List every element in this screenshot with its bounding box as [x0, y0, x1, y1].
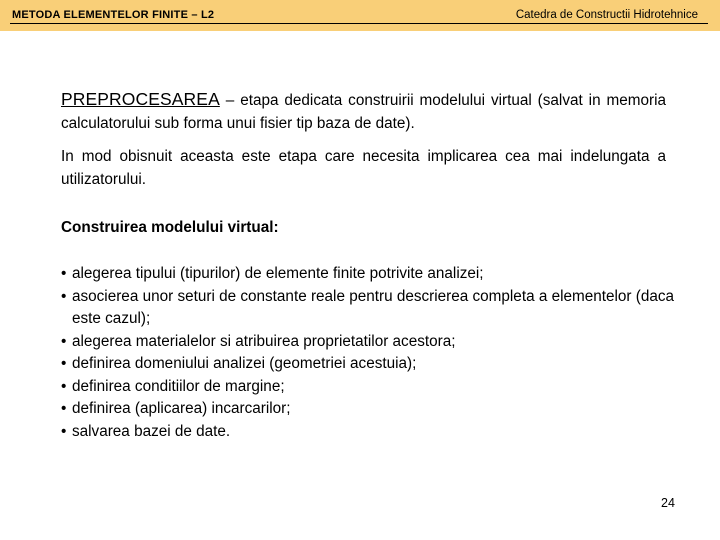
list-item: • definirea (aplicarea) incarcarilor;: [61, 398, 681, 421]
department-name: Catedra de Constructii Hidrotehnice: [515, 9, 698, 21]
note-paragraph: In mod obisnuit aceasta este etapa care necesita implicarea cea mai indelungata a utilizatorului.: [61, 148, 666, 188]
list-item: • definirea domeniului analizei (geometriei acestuia);: [61, 353, 681, 376]
list-item: • alegerea materialelor si atribuirea proprietatilor acestora;: [61, 331, 681, 354]
intro-paragraph: [61, 88, 666, 135]
steps-list: [61, 263, 681, 443]
header-band: [0, 0, 720, 31]
list-item: • alegerea tipului (tipurilor) de elemente finite potrivite analizei;: [61, 263, 681, 286]
intro-text: – etapa dedicata construirii modelului virtual (salvat in memoria calculatorului sub forma unui fisier tip baza de date).: [61, 92, 666, 132]
list-item: • asocierea unor seturi de constante reale pentru descrierea completa a elementelor (daca este cazul);: [61, 286, 681, 331]
intro-term: PREPROCESAREA: [61, 89, 220, 109]
list-item: • salvarea bazei de date.: [61, 421, 681, 444]
section-subheading: Construirea modelului virtual:: [61, 219, 279, 236]
list-item: • definirea conditiilor de margine;: [61, 376, 681, 399]
course-title: METODA ELEMENTELOR FINITE – L2: [12, 9, 215, 21]
page-number: 24: [661, 496, 675, 510]
header-divider: [10, 23, 708, 24]
